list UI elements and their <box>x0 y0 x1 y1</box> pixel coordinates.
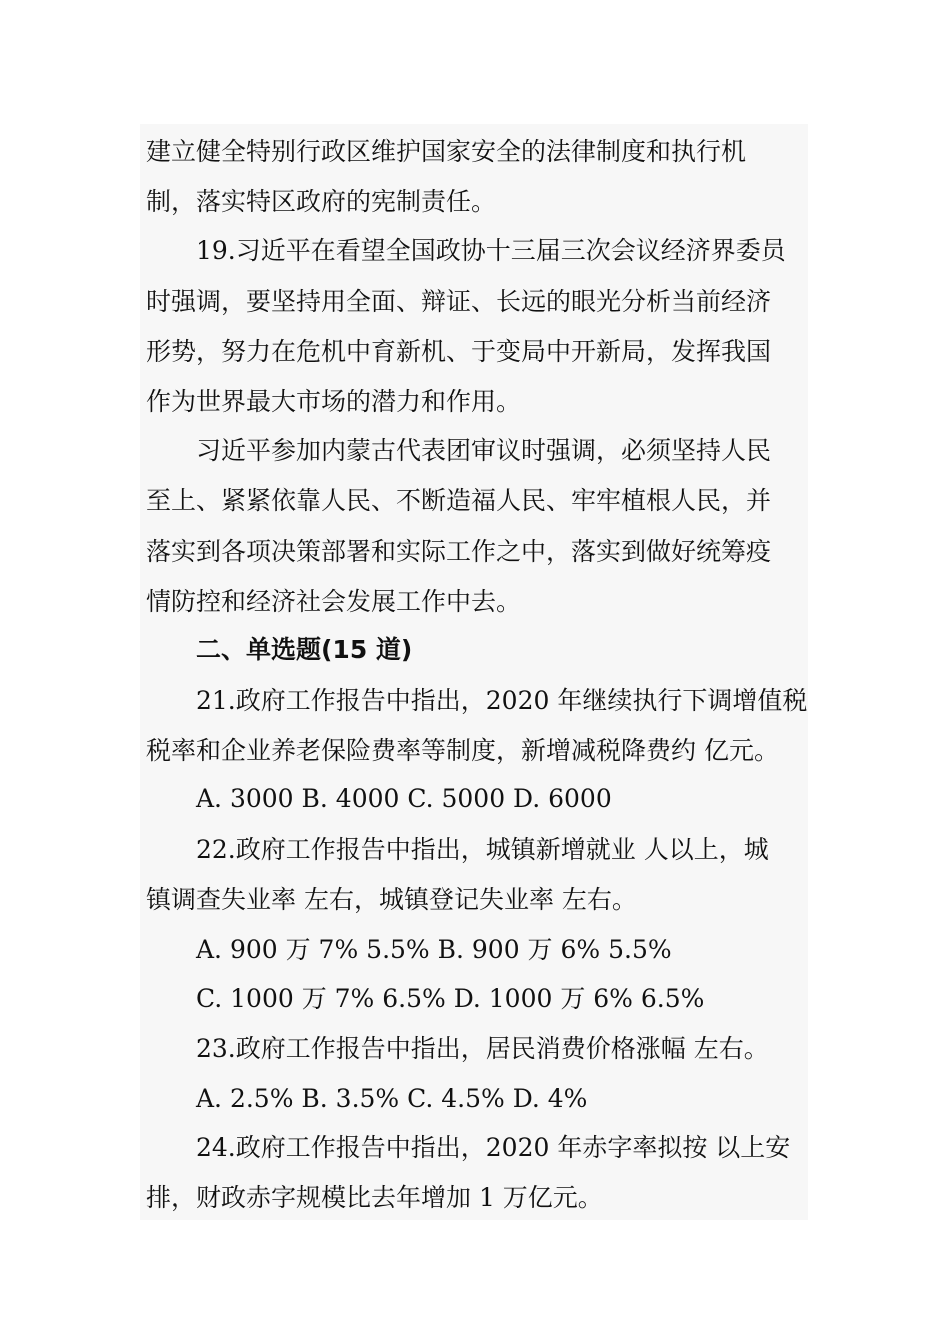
question-24-line: 24.政府工作报告中指出，2020 年赤字率拟按 以上安 <box>196 1133 791 1162</box>
paragraph-line: 制，落实特区政府的宪制责任。 <box>146 187 497 216</box>
paragraph-line: 作为世界最大市场的潜力和作用。 <box>146 387 522 416</box>
question-19-line: 19.习近平在看望全国政协十三届三次会议经济界委员 <box>196 236 786 265</box>
question-22-line: 22.政府工作报告中指出，城镇新增就业 人以上，城 <box>196 835 769 864</box>
paragraph-line: 税率和企业养老保险费率等制度，新增减税降费约 亿元。 <box>146 736 779 765</box>
section-heading: 二、单选题(15 道) <box>196 635 413 664</box>
question-22-options: C. 1000 万 7% 6.5% D. 1000 万 6% 6.5% <box>196 984 705 1013</box>
paragraph-line: 镇调查失业率 左右，城镇登记失业率 左右。 <box>146 885 637 914</box>
paragraph-line: 习近平参加内蒙古代表团审议时强调，必须坚持人民 <box>196 436 772 465</box>
paragraph-line: 时强调，要坚持用全面、辩证、长远的眼光分析当前经济 <box>146 287 772 316</box>
paragraph-line: 建立健全特别行政区维护国家安全的法律制度和执行机 <box>146 137 747 166</box>
paragraph-line: 情防控和经济社会发展工作中去。 <box>146 587 522 616</box>
question-21-options: A. 3000 B. 4000 C. 5000 D. 6000 <box>196 784 612 813</box>
question-22-options: A. 900 万 7% 5.5% B. 900 万 6% 5.5% <box>196 935 672 964</box>
paragraph-line: 落实到各项决策部署和实际工作之中，落实到做好统筹疫 <box>146 537 772 566</box>
paragraph-line: 排，财政赤字规模比去年增加 1 万亿元。 <box>146 1183 603 1212</box>
paragraph-line: 形势，努力在危机中育新机、于变局中开新局，发挥我国 <box>146 337 772 366</box>
question-23-options: A. 2.5% B. 3.5% C. 4.5% D. 4% <box>196 1084 588 1113</box>
paragraph-line: 至上、紧紧依靠人民、不断造福人民、牢牢植根人民，并 <box>146 486 772 515</box>
question-21-line: 21.政府工作报告中指出，2020 年继续执行下调增值税 <box>196 686 808 715</box>
question-23-line: 23.政府工作报告中指出，居民消费价格涨幅 左右。 <box>196 1034 769 1063</box>
